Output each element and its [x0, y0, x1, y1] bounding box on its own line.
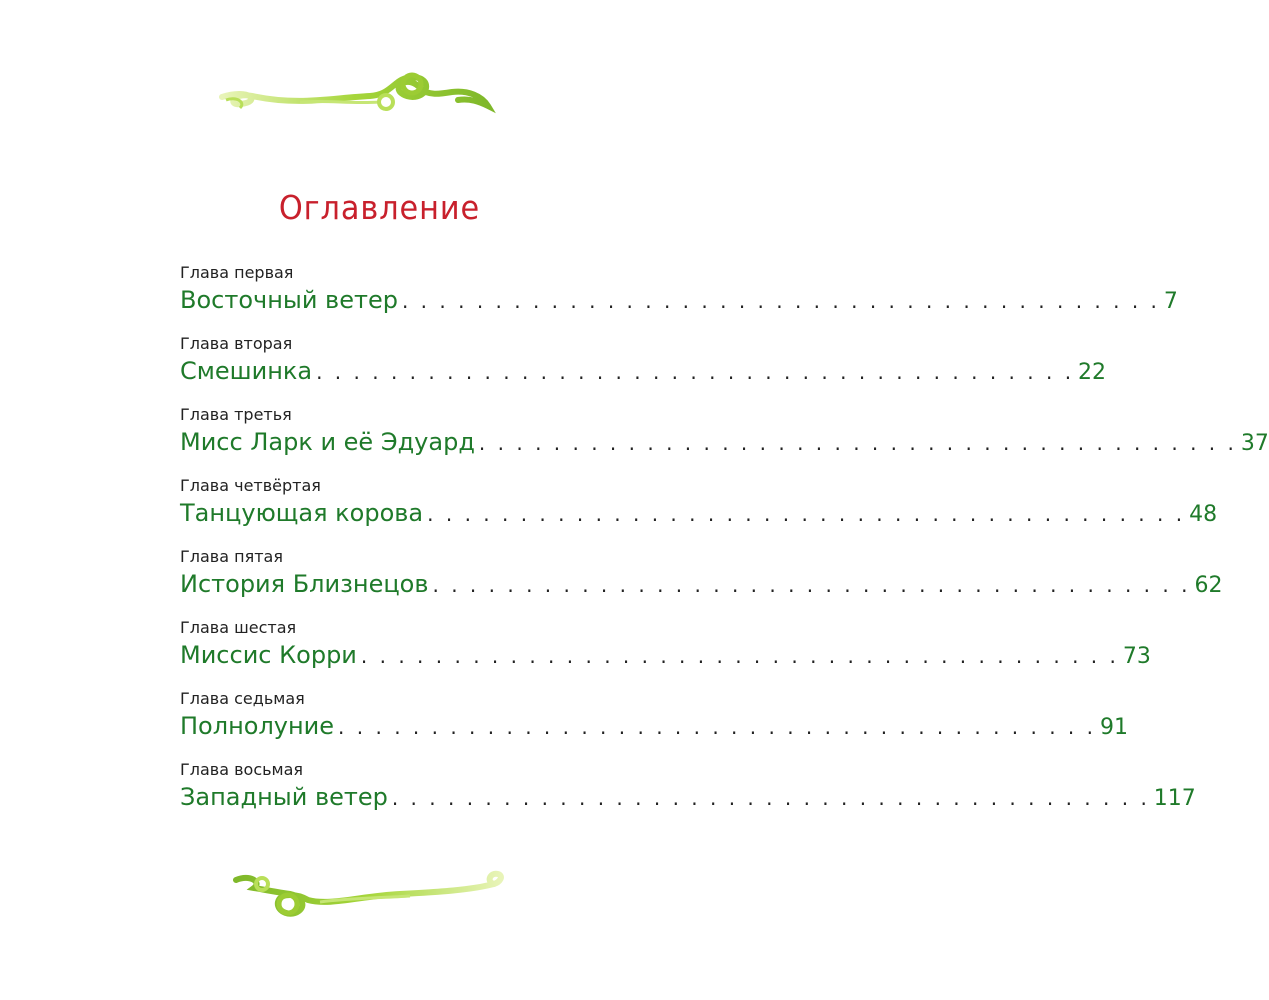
chapter-name: История Близнецов: [180, 570, 429, 598]
page-number: 22: [1078, 360, 1107, 385]
toc-entry: [180, 333, 1107, 404]
chapter-line: [180, 710, 1128, 742]
chapter-line: [180, 781, 1196, 813]
toc-entry: [180, 617, 1151, 688]
dot-leader: . . . . . . . . . . . . . . . . . . . . . . . . . . . . . . . . . . . . . . . . .: [427, 502, 1186, 526]
dot-leader: . . . . . . . . . . . . . . . . . . . . . . . . . . . . . . . . . . . . . . . . .: [391, 786, 1150, 810]
dot-leader: . . . . . . . . . . . . . . . . . . . . . . . . . . . . . . . . . . . . . . . . .: [478, 431, 1237, 455]
toc-entry: [180, 759, 1196, 830]
chapter-label: Глава восьмая: [180, 760, 304, 779]
toc-entry: [180, 546, 1223, 617]
page-number: 48: [1189, 502, 1218, 527]
chapter-line: [180, 284, 1178, 316]
chapter-label: Глава третья: [180, 405, 292, 424]
page-number: 73: [1122, 644, 1151, 669]
toc-entry: [180, 475, 1218, 546]
toc-entry: [180, 404, 1269, 475]
table-of-contents: [180, 262, 1269, 830]
chapter-label: Глава первая: [180, 263, 294, 282]
ribbon-ornament-bottom-icon: [0, 862, 759, 932]
dot-leader: . . . . . . . . . . . . . . . . . . . . . . . . . . . . . . . . . . . . . . . . .: [338, 715, 1096, 739]
dot-leader: . . . . . . . . . . . . . . . . . . . . . . . . . . . . . . . . . . . . . . . . .: [360, 644, 1119, 668]
page-number: 37: [1240, 431, 1269, 456]
dot-leader: . . . . . . . . . . . . . . . . . . . . . . . . . . . . . . . . . . . . . . . . .: [432, 573, 1191, 597]
chapter-name: Полнолуние: [180, 712, 335, 740]
chapter-line: [180, 355, 1107, 387]
chapter-line: [180, 639, 1151, 671]
ribbon-ornament-top-icon: [0, 62, 759, 132]
chapter-line: [180, 568, 1223, 600]
chapter-name: Западный ветер: [180, 783, 388, 811]
chapter-label: Глава четвёртая: [180, 476, 321, 495]
page-number: 62: [1194, 573, 1223, 598]
toc-entry: [180, 262, 1178, 333]
dot-leader: . . . . . . . . . . . . . . . . . . . . . . . . . . . . . . . . . . . . . . . . .: [401, 289, 1160, 313]
chapter-name: Восточный ветер: [180, 286, 398, 314]
chapter-label: Глава шестая: [180, 618, 297, 637]
chapter-name: Миссис Корри: [180, 641, 357, 669]
dot-leader: . . . . . . . . . . . . . . . . . . . . . . . . . . . . . . . . . . . . . . . . .: [316, 360, 1075, 384]
toc-entry: [180, 688, 1128, 759]
chapter-name: Мисс Ларк и её Эдуард: [180, 428, 475, 456]
chapter-name: Танцующая корова: [180, 499, 424, 527]
page-title: Оглавление: [278, 188, 481, 227]
chapter-label: Глава вторая: [180, 334, 293, 353]
chapter-line: [180, 426, 1269, 458]
chapter-label: Глава седьмая: [180, 689, 305, 708]
chapter-label: Глава пятая: [180, 547, 283, 566]
chapter-name: Смешинка: [180, 357, 313, 385]
chapter-line: [180, 497, 1218, 529]
page-number: 7: [1163, 289, 1178, 314]
page-number: 91: [1100, 715, 1128, 740]
page-number: 117: [1153, 786, 1196, 811]
